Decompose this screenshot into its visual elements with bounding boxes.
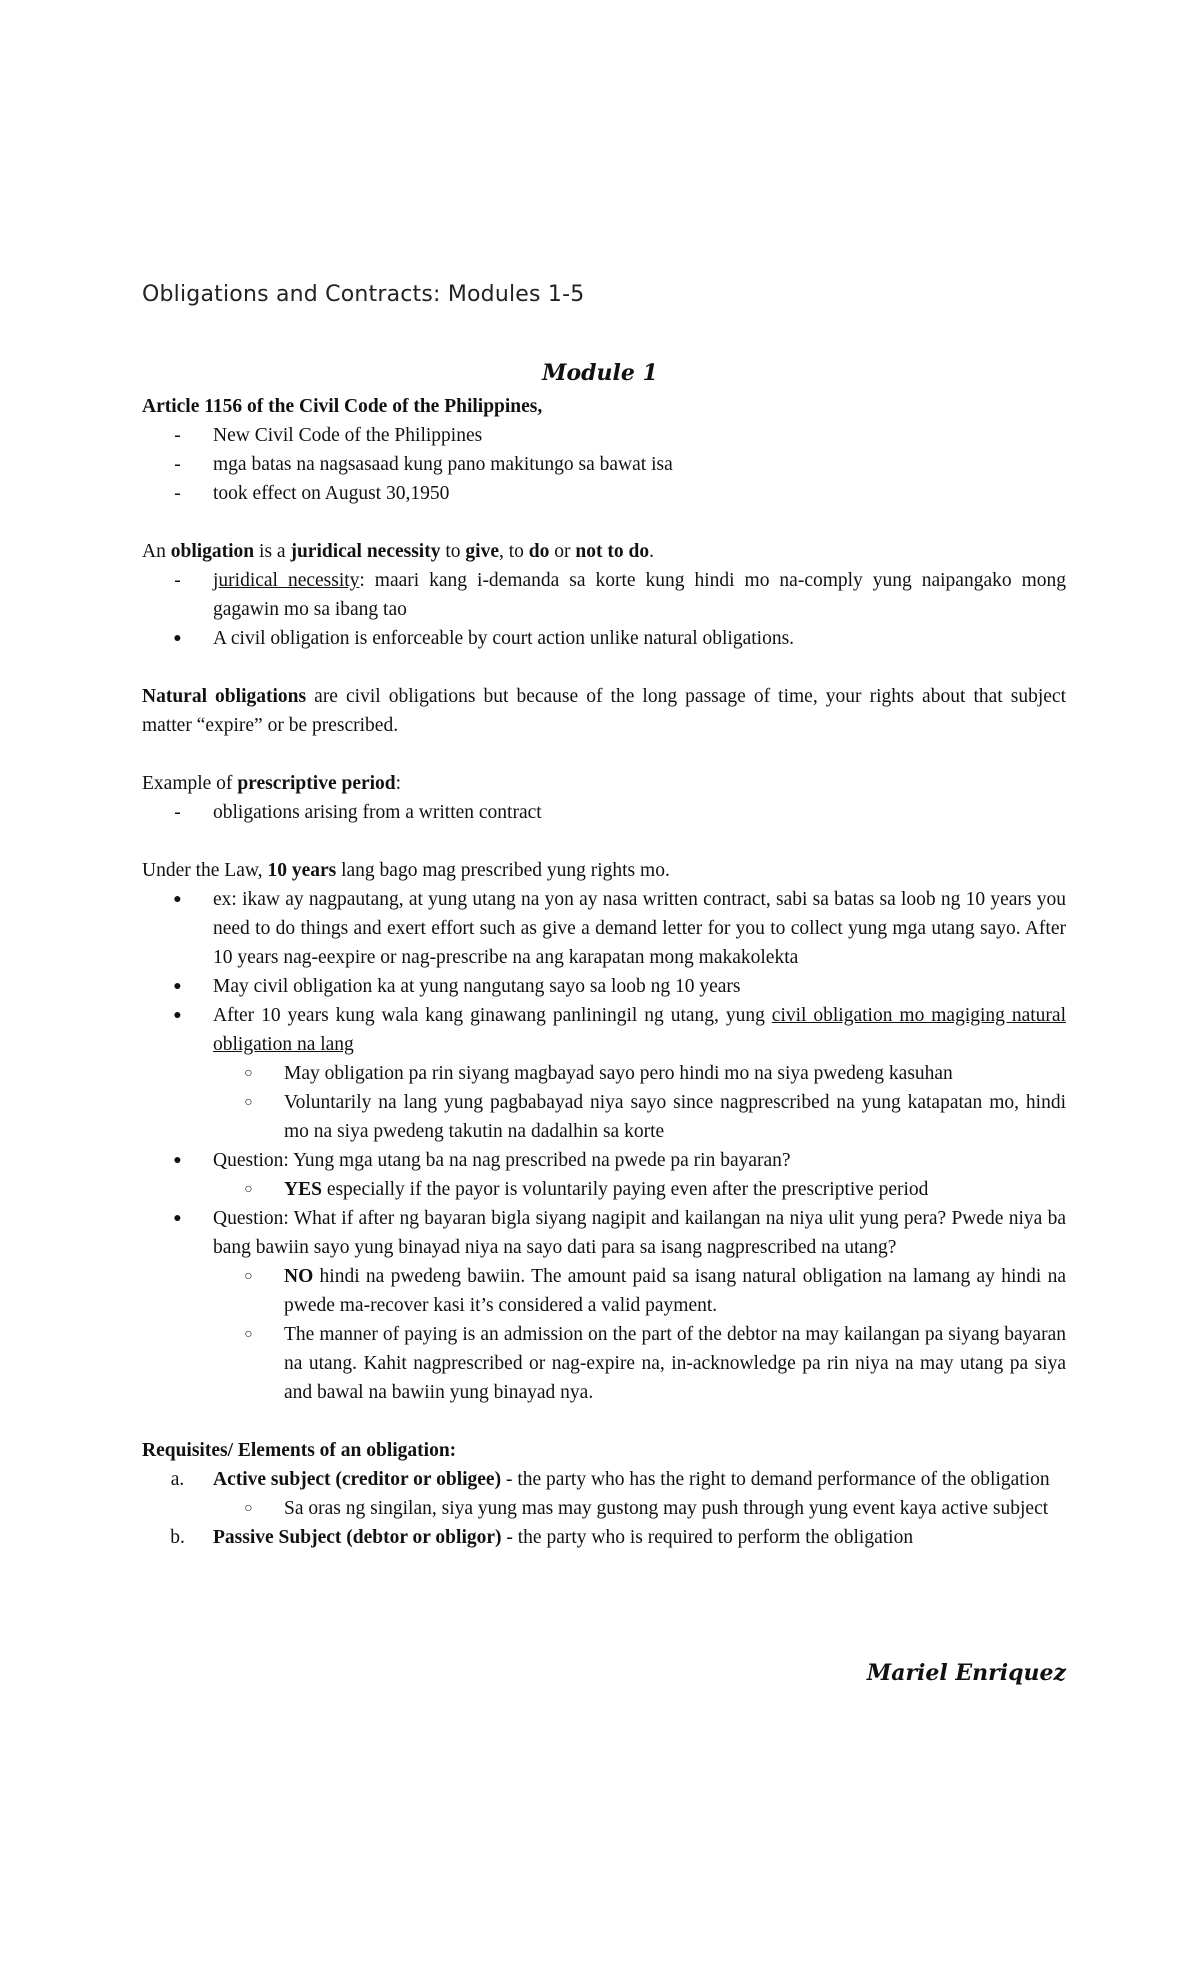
list-item <box>142 421 1066 450</box>
list-item <box>142 1204 1066 1262</box>
list-item <box>142 798 1066 827</box>
requisites-heading: Requisites/ Elements of an obligation: <box>142 1440 457 1461</box>
author-signature: Mariel Enriquez <box>866 1660 1066 1686</box>
list-item-text: A civil obligation is enforceable by court action unlike natural obligations. <box>213 628 795 649</box>
list-item-text: Question: Yung mga utang ba na nag prescribed na pwede pa rin bayaran? <box>213 1150 791 1171</box>
circle-marker: ○ <box>244 1066 253 1081</box>
article-heading: Article 1156 of the Civil Code of the Philippines, <box>142 396 543 417</box>
list-item <box>142 1001 1066 1059</box>
list-item-text: May civil obligation ka at yung nangutang sayo sa loob ng 10 years <box>213 976 741 997</box>
sub-list-item <box>142 1494 1066 1523</box>
sub-list-item <box>142 1320 1066 1407</box>
dash-marker: - <box>174 454 181 475</box>
list-item-text: Question: What if after ng bayaran bigla siyang nagipit and kailangan na niya ulit yung pera? Pwede niya ba bang bawiin sayo yung binayad niya na sayo dati para sa isang nagprescribed na utang? <box>213 1208 1066 1258</box>
list-item <box>142 450 1066 479</box>
sub-list-item-text: Sa oras ng singilan, siya yung mas may gustong may push through yung event kaya active subject <box>284 1498 1049 1519</box>
list-item-text: Active subject (creditor or obligee) - the party who has the right to demand performance of the obligation <box>213 1469 1050 1490</box>
dash-marker: - <box>174 425 181 446</box>
letter-marker: a. <box>170 1469 185 1490</box>
bullet-marker: ● <box>173 1008 182 1023</box>
list-item <box>142 479 1066 508</box>
list-item-text: juridical necessity: maari kang i-demanda sa korte kung hindi mo na-comply yung naipangako mong gagawin mo sa ibang tao <box>213 570 1066 620</box>
letter-marker: b. <box>170 1527 185 1548</box>
list-item <box>142 624 1066 653</box>
list-item <box>142 566 1066 624</box>
sub-list-item-text: YES especially if the payor is voluntarily paying even after the prescriptive period <box>284 1179 929 1200</box>
list-item-text: Passive Subject (debtor or obligor) - the party who is required to perform the obligation <box>213 1527 914 1548</box>
prescriptive-heading: Example of prescriptive period: <box>142 773 402 794</box>
sub-list-item <box>142 1262 1066 1320</box>
bullet-marker: ● <box>173 979 182 994</box>
bullet-marker: ● <box>173 1153 182 1168</box>
bullet-marker: ● <box>173 892 182 907</box>
bullet-marker: ● <box>173 1211 182 1226</box>
list-item-text: mga batas na nagsasaad kung pano makitungo sa bawat isa <box>213 454 673 475</box>
dash-marker: - <box>174 483 181 504</box>
sub-list-item <box>142 1088 1066 1146</box>
list-item <box>142 1465 1066 1494</box>
document-body <box>142 392 1066 1552</box>
circle-marker: ○ <box>244 1327 253 1342</box>
list-item <box>142 972 1066 1001</box>
sub-list-item <box>142 1175 1066 1204</box>
obligation-definition: An obligation is a juridical necessity to give, to do or not to do. <box>142 541 654 562</box>
document-title: Obligations and Contracts: Modules 1-5 <box>142 282 585 307</box>
bullet-marker: ● <box>173 631 182 646</box>
circle-marker: ○ <box>244 1269 253 1284</box>
sub-list-item <box>142 1059 1066 1088</box>
list-item-text: ex: ikaw ay nagpautang, at yung utang na yon ay nasa written contract, sabi sa batas sa loob ng 10 years you need to do things and exert effort such as give a demand letter for you to collect yung mga utang sayo. After 10 years nag-eexpire or nag-prescribe na ang karapatan mong makakolekta <box>213 889 1066 968</box>
list-item-text: After 10 years kung wala kang ginawang panliningil ng utang, yung civil obligation mo magiging natural obligation na lang <box>213 1005 1066 1055</box>
dash-marker: - <box>174 802 181 823</box>
list-item <box>142 1146 1066 1175</box>
sub-list-item-text: The manner of paying is an admission on the part of the debtor na may kailangan pa siyang bayaran na utang. Kahit nagprescribed or nag-expire na, in-acknowledge pa rin niya na may utang pa siya and bawal na bawiin yung binayad nya. <box>284 1324 1066 1403</box>
list-item-text: New Civil Code of the Philippines <box>213 425 483 446</box>
law-paragraph: Under the Law, 10 years lang bago mag prescribed yung rights mo. <box>142 860 670 881</box>
dash-marker: - <box>174 570 181 591</box>
module-heading: Module 1 <box>542 360 658 386</box>
circle-marker: ○ <box>244 1182 253 1197</box>
list-item-text: took effect on August 30,1950 <box>213 483 450 504</box>
sub-list-item-text: Voluntarily na lang yung pagbabayad niya sayo since nagprescribed na yung katapatan mo, hindi mo na siya pwedeng takutin na dadalhin sa korte <box>284 1092 1066 1142</box>
sub-list-item-text: NO hindi na pwedeng bawiin. The amount paid sa isang natural obligation na lamang ay hindi na pwede ma-recover kasi it’s considered a valid payment. <box>284 1266 1066 1316</box>
natural-obligations-paragraph: Natural obligations are civil obligations but because of the long passage of time, your rights about that subject matter “expire” or be prescribed. <box>142 686 1066 736</box>
list-item-text: obligations arising from a written contract <box>213 802 542 823</box>
circle-marker: ○ <box>244 1095 253 1110</box>
list-item <box>142 885 1066 972</box>
sub-list-item-text: May obligation pa rin siyang magbayad sayo pero hindi mo na siya pwedeng kasuhan <box>284 1063 953 1084</box>
list-item <box>142 1523 1066 1552</box>
circle-marker: ○ <box>244 1501 253 1516</box>
